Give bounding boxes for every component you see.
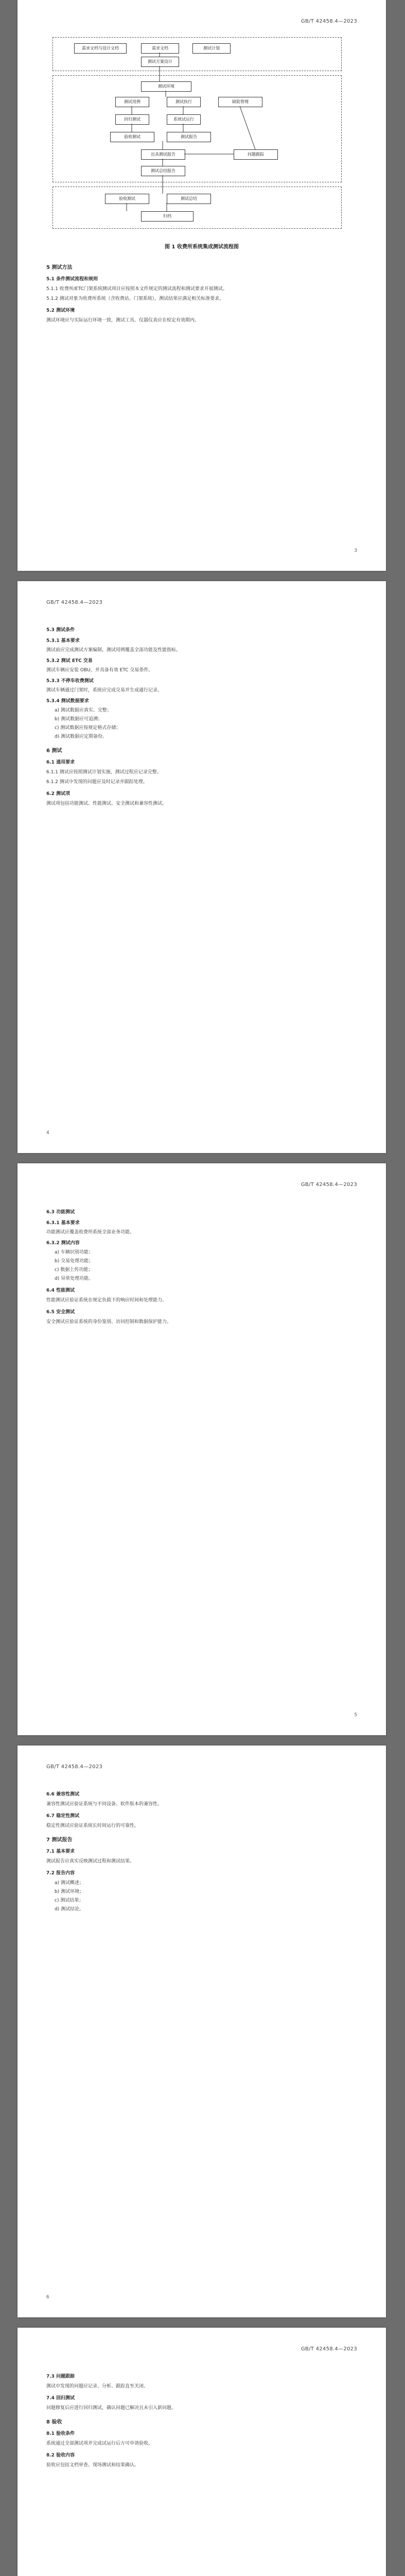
document-page-3 [17, 1163, 386, 1735]
paragraph: 6.1.1 测试应按照测试计划实施，测试过程应记录完整。 [46, 770, 162, 775]
page-header: GB/T 42458.4—2023 [301, 2346, 357, 2352]
page-body [46, 1205, 357, 1328]
page-header: GB/T 42458.4—2023 [46, 600, 103, 605]
flow-connectors [17, 0, 386, 237]
document-page-5 [17, 2328, 386, 2576]
paragraph: 测试环境应与实际运行环境一致，测试工具、仪器仪表应在检定有效期内。 [46, 318, 200, 323]
flow-node: 验收测试 [110, 132, 154, 142]
clause-heading: 5.3.1 基本要求 [46, 638, 80, 643]
subsection-heading: 6.5 安全测试 [46, 1310, 75, 1315]
flow-node: 测试用例 [115, 97, 149, 107]
subsection-heading: 6.7 稳定性测试 [46, 1814, 80, 1819]
subsection-heading: 7.1 基本要求 [46, 1849, 75, 1854]
page-number: 3 [354, 548, 357, 553]
flow-node: 测试环境 [141, 81, 191, 92]
subsection-heading: 5.1 条件测试流程和规则 [46, 277, 98, 282]
subsection-heading: 5.3 测试条件 [46, 628, 75, 633]
flow-node: 测试报告 [167, 132, 211, 142]
page-number: 5 [354, 1713, 357, 1718]
flow-node: 测试执行 [167, 97, 201, 107]
paragraph: 测试中发现的问题应记录、分析、跟踪直至关闭。 [46, 2384, 149, 2389]
flow-node: 验收测试 [105, 194, 149, 204]
clause-heading: 5.3.4 测试数据要求 [46, 699, 89, 704]
list-item: b) 交易处理功能； [55, 1259, 94, 1264]
section-heading: 6 测试 [46, 748, 62, 754]
paragraph: 6.1.2 测试中发现的问题应及时记录并跟踪处理。 [46, 779, 148, 785]
subsection-heading: 6.1 通用要求 [46, 760, 75, 765]
paragraph: 问题修复后应进行回归测试，确认问题已解决且未引入新问题。 [46, 2405, 177, 2411]
flow-node: 问题跟踪 [234, 149, 278, 160]
flow-node: 测试方案设计 [141, 57, 179, 67]
clause-heading: 5.3.2 测试 ETC 交易 [46, 658, 93, 664]
list-item: d) 异常处理功能。 [55, 1276, 94, 1281]
flow-node: 系统试运行 [167, 114, 201, 125]
list-item: d) 测试结论。 [55, 1907, 84, 1912]
section-heading: 8 验收 [46, 2419, 62, 2425]
paragraph: 测试车辆应安装 OBU，并具备有效 ETC 交易条件。 [46, 668, 153, 673]
subsection-heading: 8.2 验收内容 [46, 2453, 75, 2458]
page-header: GB/T 42458.4—2023 [301, 19, 357, 24]
list-item: c) 测试数据应按规定格式存储； [55, 725, 121, 731]
subsection-heading: 7.4 回归测试 [46, 2396, 75, 2401]
paragraph: 性能测试应验证系统在规定负载下的响应时间和处理能力。 [46, 1298, 167, 1303]
list-item: a) 测试数据应真实、完整； [55, 708, 112, 713]
subsection-heading: 7.2 报告内容 [46, 1871, 75, 1876]
page-body [46, 2369, 357, 2471]
page-body [46, 1787, 357, 1914]
paragraph: 系统通过全部测试项并完成试运行后方可申请验收。 [46, 2441, 153, 2446]
list-item: d) 测试数据应定期备份。 [55, 734, 108, 739]
page-number: 4 [46, 1130, 49, 1136]
subsection-heading: 6.3 功能测试 [46, 1210, 75, 1215]
flow-node: 出具测试报告 [141, 149, 185, 160]
paragraph: 兼容性测试应验证系统与不同设备、软件版本的兼容性。 [46, 1802, 163, 1807]
page-number: 6 [46, 2295, 49, 2300]
paragraph: 验收应包括文档审查、现场测试和结果确认。 [46, 2463, 139, 2468]
paragraph: 测试报告应真实反映测试过程和测试结果。 [46, 1859, 135, 1864]
paragraph: 测试车辆通过门架时，系统应完成交易并生成通行记录。 [46, 688, 163, 693]
flowchart [17, 0, 386, 237]
paragraph: 测试项包括功能测试、性能测试、安全测试和兼容性测试。 [46, 801, 167, 806]
list-item: a) 测试概述； [55, 1880, 84, 1886]
page-header: GB/T 42458.4—2023 [46, 1764, 103, 1770]
subsection-heading: 6.4 性能测试 [46, 1288, 75, 1293]
paragraph: 安全测试应验证系统的身份鉴别、访问控制和数据保护能力。 [46, 1319, 172, 1325]
document-page-2 [17, 581, 386, 1153]
clause-heading: 6.3.2 测试内容 [46, 1241, 80, 1246]
list-item: c) 测试结果； [55, 1898, 84, 1903]
subsection-heading: 6.6 兼容性测试 [46, 1792, 80, 1797]
flow-node: 需求文档与设计文档 [74, 43, 127, 54]
page-header: GB/T 42458.4—2023 [301, 1182, 357, 1188]
paragraph: 功能测试应覆盖收费所系统全部业务功能。 [46, 1230, 135, 1235]
flow-node: 测试计划 [192, 43, 231, 54]
list-item: b) 测试数据应可追溯； [55, 717, 103, 722]
paragraph: 稳定性测试应验证系统长时间运行的可靠性。 [46, 1823, 139, 1828]
flow-node: 需求文档 [141, 43, 179, 54]
flow-node: 回归测试 [115, 114, 149, 125]
document-page-4 [17, 1745, 386, 2317]
flow-node: 测试总结报告 [141, 166, 185, 176]
figure-caption: 图 1 收费所系统集成测试流程图 [165, 244, 239, 250]
flow-node: 测试总结 [167, 194, 211, 204]
section-heading: 7 测试报告 [46, 1837, 73, 1843]
paragraph: 测试前应完成测试方案编制，测试用例覆盖全部功能及性能指标。 [46, 648, 181, 653]
list-item: b) 测试环境； [55, 1889, 84, 1894]
clause-heading: 6.3.1 基本要求 [46, 1221, 80, 1226]
page-body [46, 622, 357, 810]
document-page-1 [17, 0, 386, 571]
subsection-heading: 6.2 测试项 [46, 791, 71, 796]
subsection-heading: 8.1 验收条件 [46, 2431, 75, 2436]
flow-node: 缺陷管理 [218, 97, 262, 107]
subsection-heading: 5.2 测试环境 [46, 308, 75, 313]
list-item: a) 车辆识别功能； [55, 1250, 93, 1255]
list-item: c) 数据上传功能； [55, 1267, 93, 1273]
subsection-heading: 7.3 问题跟踪 [46, 2374, 75, 2379]
flow-node: 归档 [141, 211, 193, 222]
page-body [46, 258, 357, 327]
paragraph: 5.1.2 测试对象为收费所系统（含收费站、门架系统），测试结果应满足相关标准要求。 [46, 296, 224, 301]
section-heading: 5 测试方法 [46, 265, 73, 270]
paragraph: 5.1.1 收费所/ETC门架系统测试项目应按照本文件规定的测试流程和测试要求开展测试。 [46, 286, 227, 292]
clause-heading: 5.3.3 不停车收费测试 [46, 679, 94, 684]
